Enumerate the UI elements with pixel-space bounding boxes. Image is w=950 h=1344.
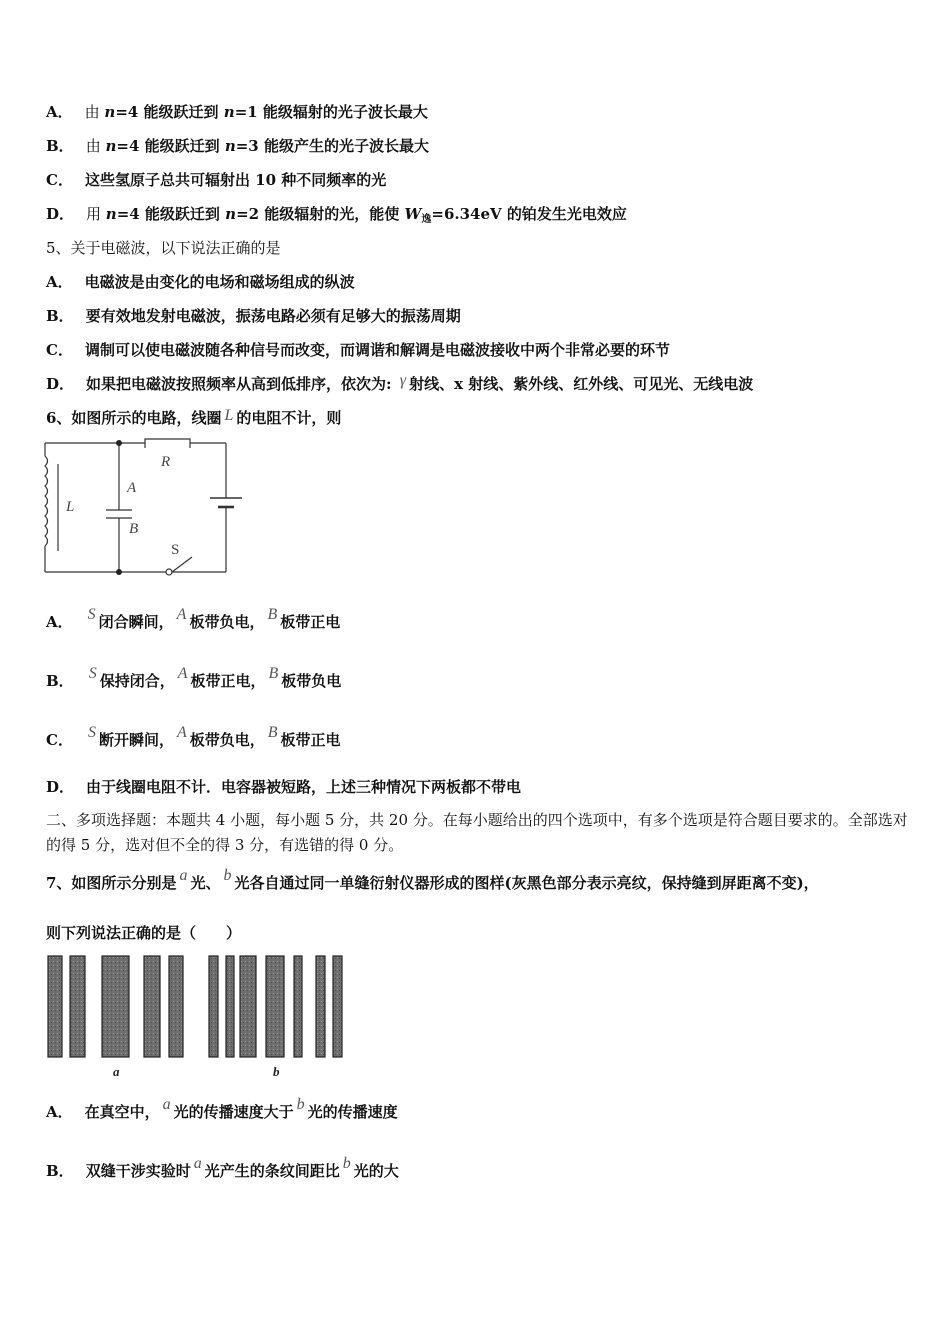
section-text: 二、多项选择题：本题共 4 小题，每小题 5 分，共 20 分。在每小题给出的四个选项中，有多个选项是符合题目要求的。全部选对的得 5 分，选对但不全的得 3 分，有选错的得 0 分。 (46, 811, 908, 854)
var-b: b (342, 1155, 351, 1172)
option-letter: B． (46, 1162, 74, 1180)
q4-option-a (46, 102, 428, 122)
option-text: 射线、x 射线、紫外线、红外线、可见光、无线电波 (409, 375, 754, 393)
option-text: 由于线圈电阻不计．电容器被短路，上述三种情况下两板都不带电 (86, 778, 522, 796)
option-text: 电磁波是由变化的电场和磁场组成的纵波 (84, 273, 355, 291)
q7-option-b (46, 1155, 399, 1182)
fringe-b-7 (333, 956, 342, 1057)
var-n: n (104, 103, 116, 121)
question-stem: 的电阻不计，则 (236, 409, 342, 427)
option-text: =6.34eV 的铂发生光电效应 (431, 205, 627, 223)
question-stem: 则下列说法正确的是（ ） (46, 924, 242, 942)
option-text: 板带负电， (189, 613, 265, 631)
diffraction-pattern-figure (44, 952, 354, 1082)
q7-option-a (46, 1096, 398, 1123)
q5-option-d (46, 374, 753, 395)
q5-stem (46, 238, 281, 258)
fringe-a-1 (48, 956, 62, 1057)
fringe-a-5 (169, 956, 183, 1057)
option-letter: C． (46, 341, 73, 359)
option-text: 光的传播速度 (307, 1103, 398, 1121)
var-n: n (224, 137, 236, 155)
option-text: 光的传播速度大于 (173, 1103, 294, 1121)
option-text: 光产生的条纹间距比 (204, 1162, 340, 1180)
var-a: a (162, 1096, 171, 1113)
option-text: 在真空中， (84, 1103, 160, 1121)
question-stem: 光各自通过同一单缝衍射仪器形成的图样(灰黑色部分表示亮纹，保持缝到屏距离不变)， (234, 874, 819, 892)
var-a: A (176, 724, 187, 741)
fringe-a-3 (102, 956, 129, 1057)
q5-option-c (46, 340, 670, 360)
q6-option-b (46, 665, 342, 692)
var-b: B (268, 665, 279, 682)
option-text: 保持闭合， (99, 672, 175, 690)
var-w: W (404, 205, 422, 223)
question-stem: 6、如图所示的电路，线圈 (46, 409, 222, 427)
var-l: L (224, 407, 234, 424)
option-text: 板带正电 (280, 731, 341, 749)
fringe-a-2 (70, 956, 85, 1057)
option-letter: B． (46, 137, 74, 155)
option-text: =3 能级产生的光子波长最大 (235, 137, 429, 155)
option-letter: D． (46, 205, 75, 223)
option-text: 板带正电 (280, 613, 341, 631)
q7-stem-line2 (46, 923, 241, 943)
option-letter: C． (46, 731, 73, 749)
option-text: 双缝干涉实验时 (85, 1162, 191, 1180)
option-letter: A． (46, 613, 73, 631)
junction-bottom (116, 569, 122, 575)
q6-option-c (46, 724, 341, 751)
label-b: B (129, 521, 139, 537)
option-letter: D． (46, 375, 75, 393)
q5-option-b (46, 306, 461, 326)
var-s: S (87, 724, 96, 741)
figure-label-a: a (113, 1064, 120, 1079)
option-text: 由 (85, 137, 106, 155)
var-a: A (177, 665, 188, 682)
question-stem: 5、关于电磁波，以下说法正确的是 (46, 239, 281, 257)
option-letter: C． (46, 171, 73, 189)
q6-stem (46, 408, 341, 429)
fringe-b-4 (266, 956, 284, 1057)
junction-top (116, 440, 122, 446)
option-text: =4 能级跃迁到 (116, 137, 225, 155)
subscript: 逸 (421, 214, 432, 225)
fringe-b-2 (226, 956, 234, 1057)
fringe-b-3 (240, 956, 256, 1057)
var-n: n (105, 137, 117, 155)
question-stem: 光、 (190, 874, 221, 892)
option-text: =4 能级跃迁到 (115, 103, 224, 121)
option-text: 板带正电， (190, 672, 266, 690)
option-letter: A． (46, 1103, 73, 1121)
var-n: n (225, 205, 237, 223)
option-text: 断开瞬间， (98, 731, 174, 749)
switch-contact (166, 569, 172, 575)
var-b: B (267, 606, 278, 623)
q4-option-c (46, 170, 386, 190)
var-b: b (296, 1096, 305, 1113)
fringe-b-1 (209, 956, 218, 1057)
option-letter: B． (46, 672, 74, 690)
option-letter: D． (46, 778, 75, 796)
var-s: S (88, 665, 97, 682)
option-text: 光的大 (353, 1162, 399, 1180)
option-text: 用 (86, 205, 106, 223)
label-a: A (127, 480, 137, 496)
option-text: =4 能级跃迁到 (116, 205, 226, 223)
question-stem: 7、如图所示分别是 (46, 874, 177, 892)
figure-label-b: b (273, 1064, 280, 1079)
q4-option-b (46, 136, 429, 156)
var-a: a (179, 867, 188, 884)
section-2-heading (46, 808, 916, 858)
fringe-b-5 (294, 956, 302, 1057)
option-text: 板带负电 (281, 672, 342, 690)
q4-option-d (46, 204, 627, 227)
gamma-symbol: γ (399, 372, 407, 389)
option-text: =1 能级辐射的光子波长最大 (234, 103, 428, 121)
label-s: S (171, 542, 180, 558)
option-text: 这些氢原子总共可辐射出 10 种不同频率的光 (84, 171, 387, 189)
q6-option-a (46, 606, 341, 633)
var-n: n (223, 103, 235, 121)
lc-circuit-diagram (40, 436, 255, 581)
fringe-b-6 (316, 956, 325, 1057)
var-b: B (267, 724, 278, 741)
var-s: S (87, 606, 96, 623)
option-text: 闭合瞬间， (98, 613, 174, 631)
option-text: 调制可以使电磁波随各种信号而改变，而调谐和解调是电磁波接收中两个非常必要的环节 (84, 341, 670, 359)
var-n: n (105, 205, 117, 223)
var-a: a (193, 1155, 202, 1172)
option-text: 板带负电， (189, 731, 265, 749)
q6-option-d (46, 777, 521, 797)
fringe-a-4 (144, 956, 160, 1057)
option-letter: A． (46, 273, 73, 291)
label-l: L (66, 499, 75, 515)
option-text: 要有效地发射电磁波，振荡电路必须有足够大的振荡周期 (85, 307, 461, 325)
q7-stem-line1 (46, 867, 819, 894)
option-text: =2 能级辐射的光，能使 (236, 205, 405, 223)
option-letter: B． (46, 307, 74, 325)
label-r: R (161, 454, 171, 470)
option-letter: A． (46, 103, 73, 121)
var-a: A (176, 606, 187, 623)
option-text: 由 (84, 103, 105, 121)
var-b: b (223, 867, 232, 884)
option-text: 如果把电磁波按照频率从高到低排序，依次为: (86, 375, 397, 393)
q5-option-a (46, 272, 355, 292)
